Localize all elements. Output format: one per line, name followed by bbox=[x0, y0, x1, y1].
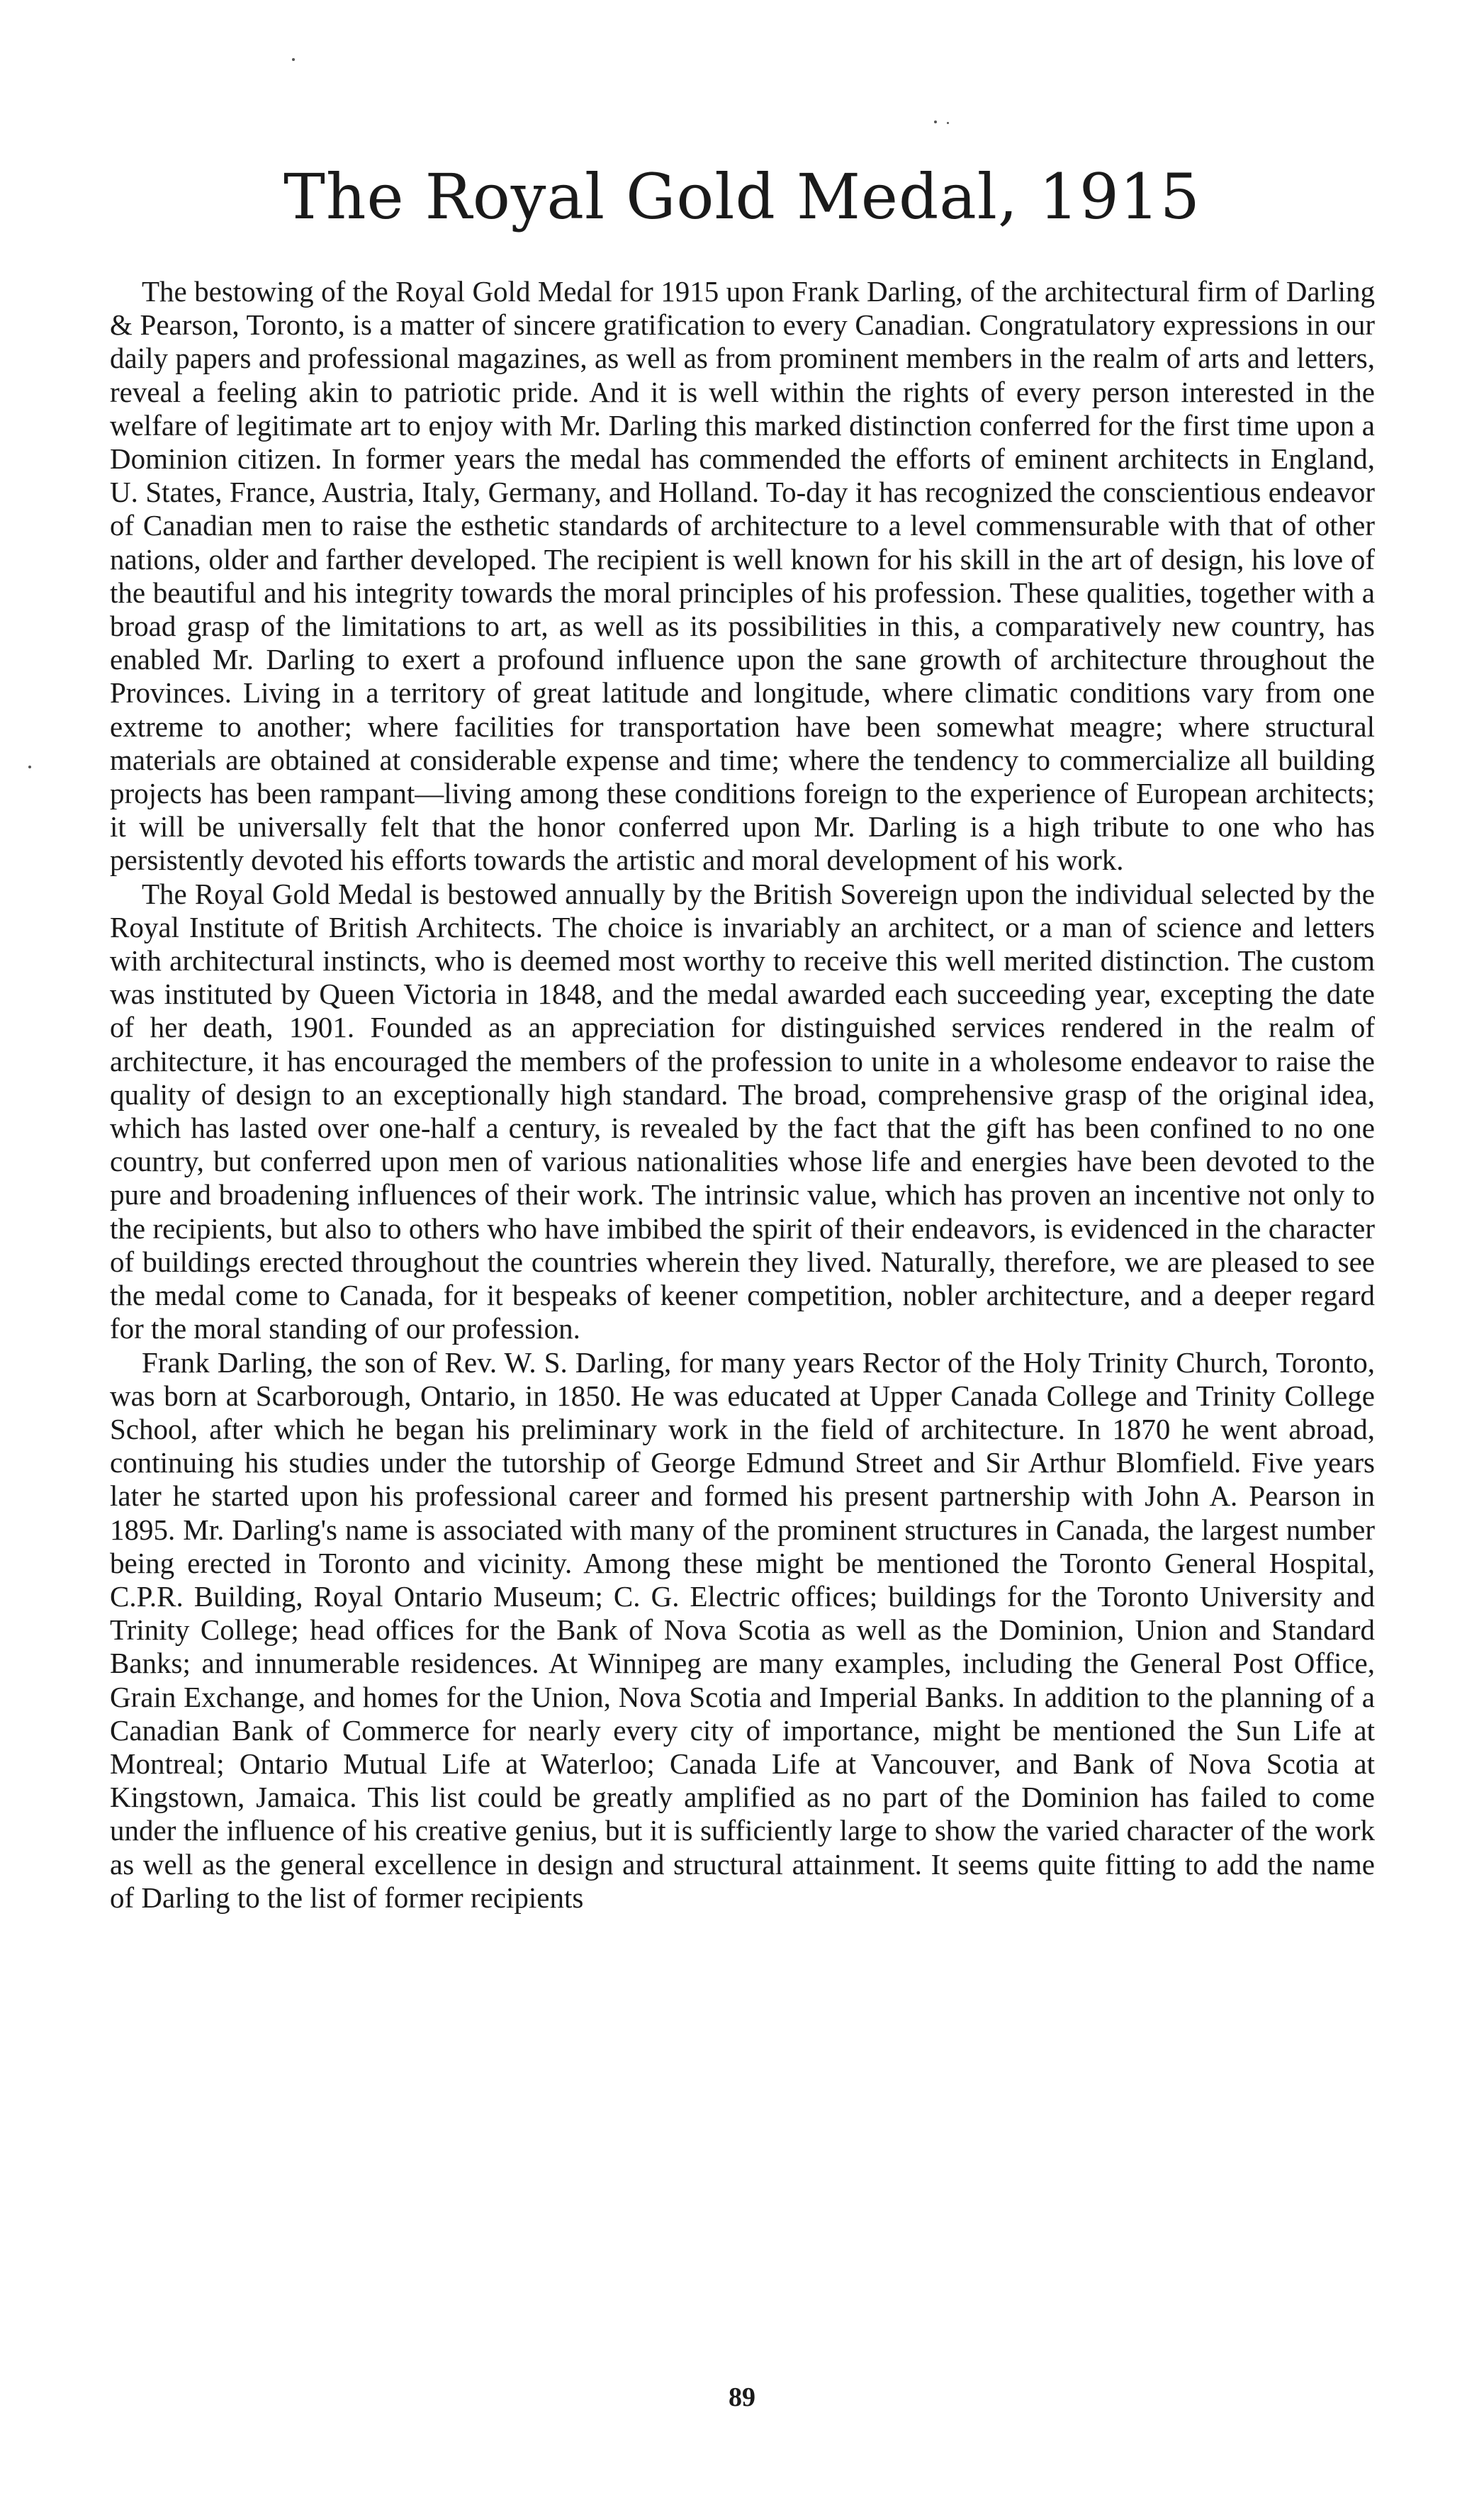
paper-speck bbox=[28, 766, 31, 768]
paragraph-1: The bestowing of the Royal Gold Medal for 1915 upon Frank Darling, of the architectural firm of Darling & Pearson, Toronto, is a matter of sincere gratification to every Canadian. Congratulatory expressions in our daily papers and professional magazines, as well as from prominent members in the realm of arts and letters, reveal a feeling akin to patriotic pride. And it is well within the rights of every person interested in the welfare of legitimate art to enjoy with Mr. Darling this marked distinction conferred for the first time upon a Dominion citizen. In former years the medal has commended the efforts of eminent architects in England, U. States, France, Austria, Italy, Germany, and Holland. To-day it has recognized the conscientious endeavor of Canadian men to raise the esthetic standards of architecture to a level commensurable with that of other nations, older and farther developed. The recipient is well known for his skill in the art of design, his love of the beautiful and his integrity towards the moral principles of his profession. These qualities, together with a broad grasp of the limitations to art, as well as its possibilities in this, a comparatively new country, has enabled Mr. Darling to exert a profound influence upon the sane growth of architecture throughout the Provinces. Living in a territory of great latitude and longitude, where climatic conditions vary from one extreme to another; where facilities for transportation have been somewhat meagre; where structural materials are obtained at considerable expense and time; where the tendency to commercialize all building projects has been rampant—living among these conditions foreign to the experience of European architects; it will be universally felt that the honor conferred upon Mr. Darling is a high tribute to one who has persistently devoted his efforts towards the artistic and moral development of his work. bbox=[110, 275, 1375, 877]
paper-speck bbox=[292, 58, 295, 61]
page-number: 89 bbox=[729, 2382, 755, 2412]
article-body bbox=[110, 275, 1375, 1915]
paragraph-2: The Royal Gold Medal is bestowed annually by the British Sovereign upon the individual selected by the Royal Institute of British Architects. The choice is invariably an architect, or a man of science and letters with architectural instincts, who is deemed most worthy to receive this well merited distinction. The custom was instituted by Queen Victoria in 1848, and the medal awarded each succeeding year, excepting the date of her death, 1901. Founded as an appreciation for distinguished services rendered in the realm of architecture, it has encouraged the members of the profession to unite in a wholesome endeavor to raise the quality of design to an exceptionally high standard. The broad, comprehensive grasp of the original idea, which has lasted over one-half a century, is revealed by the fact that the gift has been confined to no one country, but conferred upon men of various nationalities whose life and energies have been devoted to the pure and broadening influences of their work. The intrinsic value, which has proven an incentive not only to the recipients, but also to others who have imbibed the spirit of their endeavors, is evidenced in the character of buildings erected throughout the countries wherein they lived. Naturally, therefore, we are pleased to see the medal come to Canada, for it bespeaks of keener competition, nobler architecture, and a deeper regard for the moral standing of our profession. bbox=[110, 877, 1375, 1345]
paper-speck bbox=[947, 122, 949, 124]
article-title: The Royal Gold Medal, 1915 bbox=[283, 160, 1201, 233]
paper-speck bbox=[934, 121, 937, 123]
paragraph-3: Frank Darling, the son of Rev. W. S. Darling, for many years Rector of the Holy Trinity Church, Toronto, was born at Scarborough, Ontario, in 1850. He was educated at Upper Canada College and Trinity College School, after which he began his preliminary work in the field of architecture. In 1870 he went abroad, continuing his studies under the tutorship of George Edmund Street and Sir Arthur Blomfield. Five years later he started upon his professional career and formed his present partnership with John A. Pearson in 1895. Mr. Darling's name is associated with many of the prominent structures in Canada, the largest number being erected in Toronto and vicinity. Among these might be mentioned the Toronto General Hospital, C.P.R. Building, Royal Ontario Museum; C. G. Electric offices; buildings for the Toronto University and Trinity College; head offices for the Bank of Nova Scotia as well as the Dominion, Union and Standard Banks; and innumerable residences. At Winnipeg are many examples, including the General Post Office, Grain Exchange, and homes for the Union, Nova Scotia and Imperial Banks. In addition to the planning of a Canadian Bank of Commerce for nearly every city of importance, might be mentioned the Sun Life at Montreal; Ontario Mutual Life at Waterloo; Canada Life at Vancouver, and Bank of Nova Scotia at Kingstown, Jamaica. This list could be greatly amplified as no part of the Dominion has failed to come under the influence of his creative genius, but it is sufficiently large to show the varied character of the work as well as the general excellence in design and structural attainment. It seems quite fitting to add the name of Darling to the list of former recipients bbox=[110, 1345, 1375, 1914]
